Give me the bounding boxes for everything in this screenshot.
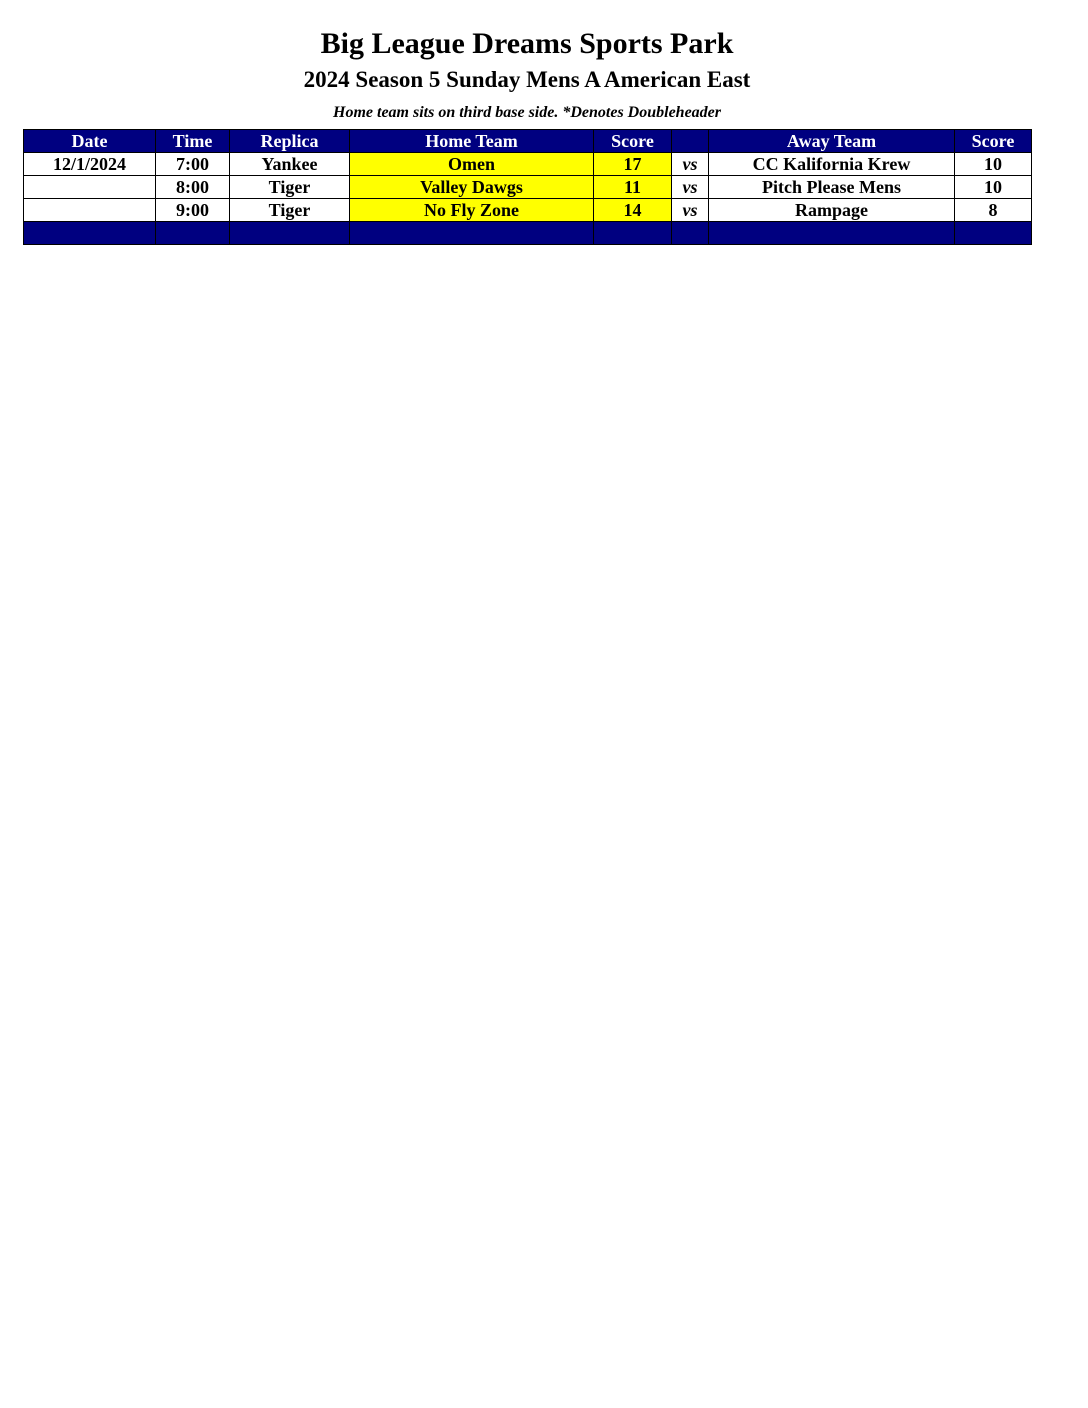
cell-replica: Yankee [230, 153, 350, 176]
footer-cell [594, 222, 672, 245]
footer-cell [709, 222, 955, 245]
cell-replica: Tiger [230, 199, 350, 222]
cell-away-score: 8 [955, 199, 1032, 222]
column-header-home-team: Home Team [350, 130, 594, 153]
footer-cell [156, 222, 230, 245]
cell-vs: vs [672, 153, 709, 176]
cell-home-score: 17 [594, 153, 672, 176]
cell-replica: Tiger [230, 176, 350, 199]
cell-away-team: CC Kalifornia Krew [709, 153, 955, 176]
cell-time: 8:00 [156, 176, 230, 199]
cell-time: 9:00 [156, 199, 230, 222]
cell-away-score: 10 [955, 153, 1032, 176]
cell-time: 7:00 [156, 153, 230, 176]
table-header-row [24, 130, 1032, 153]
cell-home-team: Omen [350, 153, 594, 176]
footer-cell [230, 222, 350, 245]
cell-home-score: 14 [594, 199, 672, 222]
table-row [24, 153, 1032, 176]
cell-home-score: 11 [594, 176, 672, 199]
footer-cell [24, 222, 156, 245]
footer-cell [350, 222, 594, 245]
column-header-replica: Replica [230, 130, 350, 153]
cell-away-team: Rampage [709, 199, 955, 222]
table-row [24, 199, 1032, 222]
column-header-vs [672, 130, 709, 153]
page-subtitle: 2024 Season 5 Sunday Mens A American East [303, 67, 751, 92]
column-header-away-score: Score [955, 130, 1032, 153]
cell-home-team: No Fly Zone [350, 199, 594, 222]
column-header-date: Date [24, 130, 156, 153]
schedule-table [23, 129, 1032, 245]
cell-away-team: Pitch Please Mens [709, 176, 955, 199]
schedule-note: Home team sits on third base side. *Denotes Doubleheader [333, 104, 721, 121]
cell-date: 12/1/2024 [24, 153, 156, 176]
cell-away-score: 10 [955, 176, 1032, 199]
column-header-away-team: Away Team [709, 130, 955, 153]
cell-home-team: Valley Dawgs [350, 176, 594, 199]
cell-date [24, 199, 156, 222]
cell-vs: vs [672, 199, 709, 222]
column-header-time: Time [156, 130, 230, 153]
cell-date [24, 176, 156, 199]
page-title: Big League Dreams Sports Park [320, 27, 734, 60]
cell-vs: vs [672, 176, 709, 199]
footer-cell [672, 222, 709, 245]
footer-cell [955, 222, 1032, 245]
column-header-home-score: Score [594, 130, 672, 153]
table-footer-row [24, 222, 1032, 245]
table-row [24, 176, 1032, 199]
